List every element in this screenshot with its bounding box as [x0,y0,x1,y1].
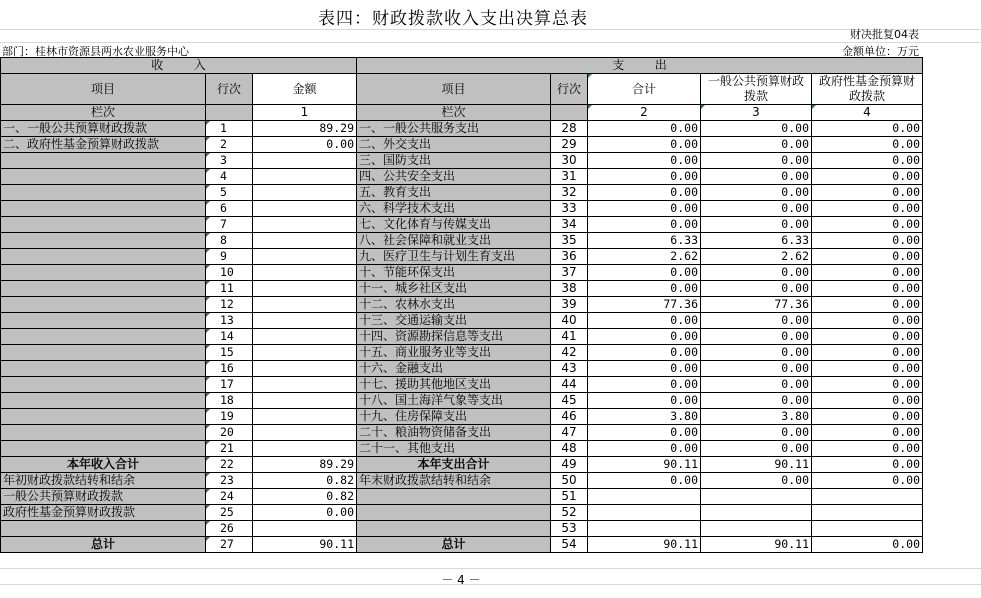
budget-table [0,57,923,553]
expense-total: 0.00 [588,441,701,457]
general-budget-amount: 90.11 [701,457,812,473]
gov-fund-amount: 0.00 [812,121,923,137]
table-row [1,537,923,553]
income-amount [253,409,357,425]
income-line-number: 1 [206,121,253,137]
gov-fund-amount: 0.00 [812,201,923,217]
income-line-number: 13 [206,313,253,329]
general-budget-amount: 0.00 [701,377,812,393]
general-budget-amount: 0.00 [701,217,812,233]
gov-fund-amount: 0.00 [812,137,923,153]
expense-total: 0.00 [588,329,701,345]
expense-line-number: 44 [551,377,588,393]
general-budget-amount: 0.00 [701,281,812,297]
expense-line-number: 50 [551,473,588,489]
table-row [1,361,923,377]
income-line-number: 11 [206,281,253,297]
income-amount [253,297,357,313]
income-line-number: 3 [206,153,253,169]
expense-section-header: 支 出 [357,58,923,74]
general-budget-amount: 0.00 [701,185,812,201]
expense-total: 0.00 [588,265,701,281]
general-budget-amount: 90.11 [701,537,812,553]
column-index-row [1,105,923,121]
gov-fund-amount: 0.00 [812,281,923,297]
expense-line-number: 30 [551,153,588,169]
table-row [1,329,923,345]
table-row [1,377,923,393]
income-amount [253,185,357,201]
department-label: 部门：桂林市资源县两水农业服务中心 [2,45,189,58]
income-line-number: 16 [206,361,253,377]
income-line-number: 17 [206,377,253,393]
expense-total: 0.00 [588,185,701,201]
income-line-number: 6 [206,201,253,217]
gov-fund-amount: 0.00 [812,441,923,457]
income-line-number: 20 [206,425,253,441]
general-budget-amount: 2.62 [701,249,812,265]
income-amount: 0.00 [253,505,357,521]
income-item: 总计 [1,537,206,553]
table-row [1,313,923,329]
income-line-number: 2 [206,137,253,153]
expense-item: 五、教育支出 [357,185,551,201]
empty-cell [206,105,253,121]
income-amount [253,441,357,457]
expense-total: 0.00 [588,377,701,393]
table-row [1,521,923,537]
income-line-number: 5 [206,185,253,201]
general-budget-amount: 0.00 [701,441,812,457]
expense-line-number: 47 [551,425,588,441]
income-item [1,185,206,201]
income-item: 本年收入合计 [1,457,206,473]
income-amount: 89.29 [253,121,357,137]
table-row [1,457,923,473]
general-budget-amount: 0.00 [701,473,812,489]
expense-line-number: 34 [551,217,588,233]
expense-line-number: 48 [551,441,588,457]
general-budget-amount: 0.00 [701,329,812,345]
income-line-number: 4 [206,169,253,185]
gov-fund-amount: 0.00 [812,425,923,441]
expense-line-number: 51 [551,489,588,505]
table-row [1,425,923,441]
expense-line-number: 37 [551,265,588,281]
expense-line-number: 45 [551,393,588,409]
gov-fund-amount: 0.00 [812,393,923,409]
income-line-number: 7 [206,217,253,233]
income-line-number: 8 [206,233,253,249]
expense-item: 三、国防支出 [357,153,551,169]
general-budget-amount: 0.00 [701,313,812,329]
expense-item: 十六、金融支出 [357,361,551,377]
expense-total: 0.00 [588,201,701,217]
col-index-4: 4 [812,105,923,121]
table-row [1,201,923,217]
income-item [1,249,206,265]
income-item [1,329,206,345]
gov-fund-amount [812,521,923,537]
page-title: 表四：财政拨款收入支出决算总表 [318,9,588,29]
expense-line-number: 28 [551,121,588,137]
expense-item: 九、医疗卫生与计划生育支出 [357,249,551,265]
income-line-number: 27 [206,537,253,553]
expense-total: 0.00 [588,137,701,153]
income-amount [253,217,357,233]
table-row [1,409,923,425]
expense-item: 十八、国土海洋气象等支出 [357,393,551,409]
income-item [1,201,206,217]
income-column-label: 栏次 [1,105,206,121]
table-row [1,489,923,505]
expense-total [588,505,701,521]
income-item [1,169,206,185]
expense-total: 6.33 [588,233,701,249]
page-number: － 4 － [441,573,481,587]
gov-fund-amount: 0.00 [812,265,923,281]
general-budget-amount: 0.00 [701,153,812,169]
expense-total: 0.00 [588,345,701,361]
gov-fund-amount: 0.00 [812,249,923,265]
general-budget-amount [701,505,812,521]
general-budget-amount: 0.00 [701,121,812,137]
table-row [1,297,923,313]
expense-total-header: 合计 [588,74,701,105]
expense-line-number: 42 [551,345,588,361]
general-budget-amount: 0.00 [701,137,812,153]
expense-total: 0.00 [588,361,701,377]
expense-total: 77.36 [588,297,701,313]
income-item [1,425,206,441]
expense-line-number: 32 [551,185,588,201]
gov-fund-amount: 0.00 [812,537,923,553]
expense-line-number: 29 [551,137,588,153]
income-line-number: 25 [206,505,253,521]
income-line-number: 22 [206,457,253,473]
expense-total: 0.00 [588,281,701,297]
expense-item: 总计 [357,537,551,553]
income-item [1,393,206,409]
expense-item-header: 项目 [357,74,551,105]
expense-item [357,489,551,505]
expense-total: 0.00 [588,121,701,137]
income-amount [253,201,357,217]
table-row [1,137,923,153]
income-amount [253,425,357,441]
income-item [1,361,206,377]
gov-fund-amount: 0.00 [812,313,923,329]
amount-unit: 金额单位：万元 [842,45,919,58]
table-row [1,473,923,489]
income-section-header: 收 入 [1,58,357,74]
income-item [1,441,206,457]
expense-item: 十七、援助其他地区支出 [357,377,551,393]
income-item [1,313,206,329]
gov-fund-amount: 0.00 [812,233,923,249]
gov-fund-amount: 0.00 [812,345,923,361]
expense-line-number: 31 [551,169,588,185]
form-number: 财决批复04表 [850,28,919,41]
general-budget-amount: 77.36 [701,297,812,313]
income-line-number: 19 [206,409,253,425]
income-amount [253,265,357,281]
income-item: 一、一般公共预算财政拨款 [1,121,206,137]
gov-fund-amount: 0.00 [812,329,923,345]
expense-line-number: 39 [551,297,588,313]
income-line-number: 9 [206,249,253,265]
gov-fund-amount: 0.00 [812,169,923,185]
income-amount [253,377,357,393]
general-budget-amount [701,489,812,505]
general-budget-amount: 0.00 [701,425,812,441]
income-item: 二、政府性基金预算财政拨款 [1,137,206,153]
section-header-row [1,58,923,74]
expense-item: 十一、城乡社区支出 [357,281,551,297]
expense-item: 十五、商业服务业等支出 [357,345,551,361]
income-amount [253,345,357,361]
income-line-number: 24 [206,489,253,505]
table-row [1,345,923,361]
table-row [1,505,923,521]
expense-item: 十二、农林水支出 [357,297,551,313]
table-row [1,169,923,185]
table-row [1,393,923,409]
general-budget-amount: 0.00 [701,345,812,361]
income-item [1,409,206,425]
table-row [1,233,923,249]
expense-item: 二十一、其他支出 [357,441,551,457]
expense-total: 0.00 [588,393,701,409]
income-item: 年初财政拨款结转和结余 [1,473,206,489]
expense-column-label: 栏次 [357,105,551,121]
table-row [1,185,923,201]
income-item [1,153,206,169]
table-row [1,217,923,233]
income-item [1,281,206,297]
general-budget-amount: 0.00 [701,393,812,409]
income-item [1,345,206,361]
income-line-number: 10 [206,265,253,281]
table-row [1,281,923,297]
income-line-header: 行次 [206,74,253,105]
table-row [1,265,923,281]
expense-total: 0.00 [588,313,701,329]
expense-line-number: 53 [551,521,588,537]
income-amount [253,393,357,409]
general-budget-amount [701,521,812,537]
gov-fund-header: 政府性基金预算财政拨款 [812,74,923,105]
expense-line-number: 36 [551,249,588,265]
gov-fund-amount: 0.00 [812,185,923,201]
income-item [1,377,206,393]
expense-item: 七、文化体育与传媒支出 [357,217,551,233]
table-row [1,153,923,169]
gov-fund-amount: 0.00 [812,377,923,393]
expense-item [357,505,551,521]
general-budget-header: 一般公共预算财政拨款 [701,74,812,105]
income-line-number: 21 [206,441,253,457]
expense-total: 0.00 [588,425,701,441]
table-row [1,441,923,457]
income-amount: 0.82 [253,489,357,505]
general-budget-amount: 3.80 [701,409,812,425]
expense-item: 十四、资源勘探信息等支出 [357,329,551,345]
income-item [1,521,206,537]
income-line-number: 23 [206,473,253,489]
income-amount [253,313,357,329]
income-item [1,233,206,249]
gov-fund-amount: 0.00 [812,297,923,313]
gov-fund-amount: 0.00 [812,457,923,473]
expense-total: 3.80 [588,409,701,425]
income-line-number: 15 [206,345,253,361]
table-row [1,121,923,137]
table-row [1,249,923,265]
expense-total: 0.00 [588,217,701,233]
expense-line-number: 52 [551,505,588,521]
income-amount [253,521,357,537]
expense-item: 十、节能环保支出 [357,265,551,281]
income-item-header: 项目 [1,74,206,105]
expense-item: 本年支出合计 [357,457,551,473]
col-index-2: 2 [588,105,701,121]
expense-line-number: 46 [551,409,588,425]
general-budget-amount: 6.33 [701,233,812,249]
col-index-3: 3 [701,105,812,121]
expense-line-number: 43 [551,361,588,377]
gov-fund-amount [812,505,923,521]
general-budget-amount: 0.00 [701,265,812,281]
expense-line-number: 35 [551,233,588,249]
income-item: 一般公共预算财政拨款 [1,489,206,505]
expense-total: 90.11 [588,537,701,553]
income-amount [253,281,357,297]
gov-fund-amount: 0.00 [812,217,923,233]
income-item [1,217,206,233]
general-budget-amount: 0.00 [701,201,812,217]
expense-line-number: 49 [551,457,588,473]
expense-line-number: 40 [551,313,588,329]
expense-total [588,521,701,537]
income-amount-header: 金额 [253,74,357,105]
expense-total: 0.00 [588,169,701,185]
income-line-number: 26 [206,521,253,537]
income-line-number: 18 [206,393,253,409]
expense-line-number: 41 [551,329,588,345]
expense-item: 年末财政拨款结转和结余 [357,473,551,489]
expense-line-number: 33 [551,201,588,217]
expense-total [588,489,701,505]
expense-total: 90.11 [588,457,701,473]
income-amount: 0.00 [253,137,357,153]
income-line-number: 12 [206,297,253,313]
income-amount: 90.11 [253,537,357,553]
expense-item [357,521,551,537]
income-item [1,265,206,281]
income-item [1,297,206,313]
expense-item: 十九、住房保障支出 [357,409,551,425]
income-amount [253,153,357,169]
expense-line-header: 行次 [551,74,588,105]
expense-total: 2.62 [588,249,701,265]
income-amount [253,329,357,345]
expense-item: 四、公共安全支出 [357,169,551,185]
empty-cell [551,105,588,121]
income-line-number: 14 [206,329,253,345]
expense-line-number: 38 [551,281,588,297]
col-index-1: 1 [253,105,357,121]
expense-item: 十三、交通运输支出 [357,313,551,329]
expense-total: 0.00 [588,153,701,169]
income-amount [253,169,357,185]
income-amount [253,249,357,265]
gov-fund-amount: 0.00 [812,409,923,425]
gov-fund-amount: 0.00 [812,473,923,489]
income-amount: 89.29 [253,457,357,473]
general-budget-amount: 0.00 [701,169,812,185]
expense-item: 八、社会保障和就业支出 [357,233,551,249]
gov-fund-amount: 0.00 [812,361,923,377]
gov-fund-amount: 0.00 [812,153,923,169]
expense-total: 0.00 [588,473,701,489]
income-amount: 0.82 [253,473,357,489]
column-header-row [1,74,923,105]
expense-line-number: 54 [551,537,588,553]
expense-item: 一、一般公共服务支出 [357,121,551,137]
expense-item: 六、科学技术支出 [357,201,551,217]
expense-item: 二、外交支出 [357,137,551,153]
expense-item: 二十、粮油物资储备支出 [357,425,551,441]
income-amount [253,233,357,249]
income-amount [253,361,357,377]
general-budget-amount: 0.00 [701,361,812,377]
income-item: 政府性基金预算财政拨款 [1,505,206,521]
gov-fund-amount [812,489,923,505]
